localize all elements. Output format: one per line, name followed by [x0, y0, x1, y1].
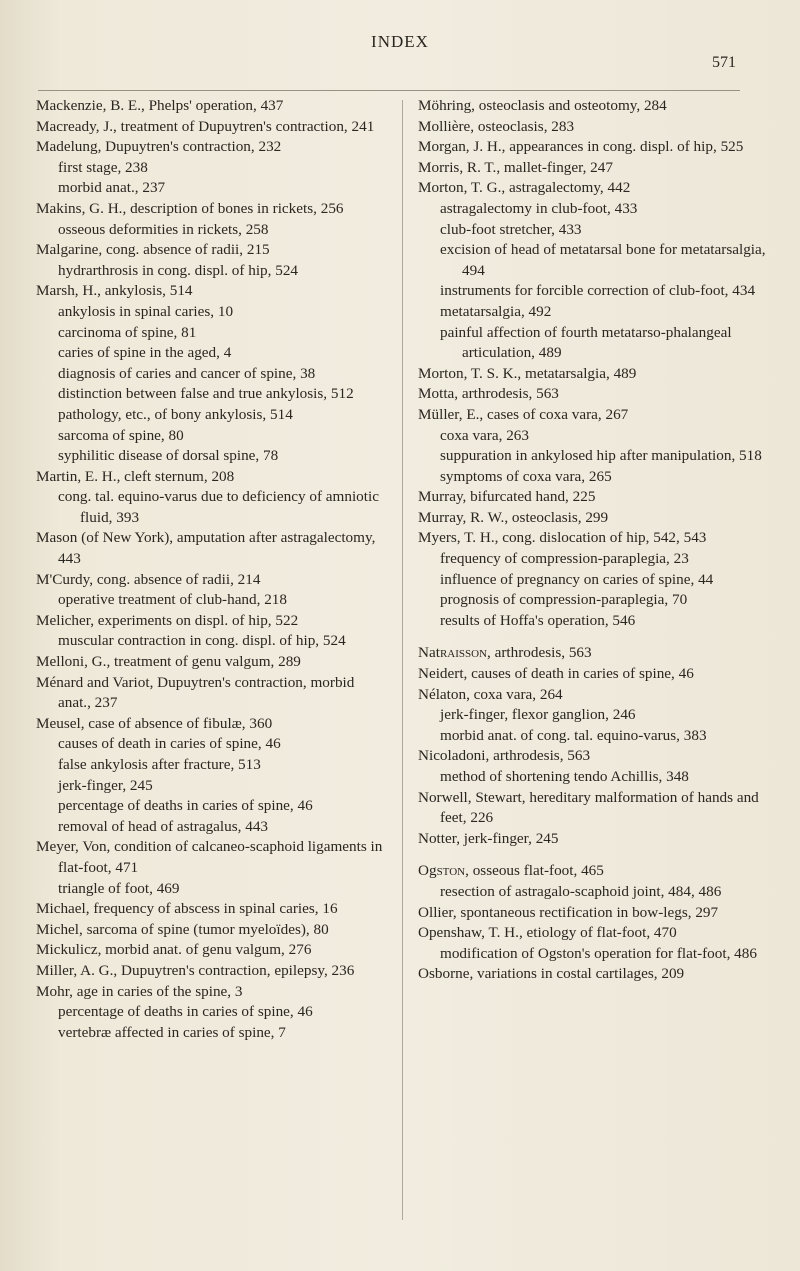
index-subentry — [36, 426, 386, 447]
entry-lead-smallcaps: ston — [436, 862, 466, 880]
entry-text: jerk-finger, 245 — [58, 776, 153, 794]
entry-text: pathology, etc., of bony ankylosis, 514 — [58, 405, 293, 423]
entry-text: Osborne, variations in costal cartilages, 209 — [418, 965, 685, 983]
index-entry — [418, 158, 768, 179]
entry-text: Marsh, H., ankylosis, 514 — [36, 282, 193, 300]
entry-text: Michael, frequency of abscess in spinal caries, 16 — [36, 900, 338, 918]
index-entry — [36, 611, 386, 632]
index-entry — [418, 923, 768, 944]
index-subentry — [418, 570, 768, 591]
index-entry — [36, 899, 386, 920]
index-entry — [418, 903, 768, 924]
index-column-right — [418, 96, 768, 985]
entry-text: method of shortening tendo Achillis, 348 — [440, 768, 689, 785]
index-entry — [418, 643, 768, 664]
entry-text: symptoms of coxa vara, 265 — [440, 467, 612, 485]
entry-text: suppuration in ankylosed hip after manipulation, 518 — [440, 447, 762, 465]
index-subentry — [418, 882, 768, 903]
index-entry — [418, 861, 768, 882]
entry-text: Notter, jerk-finger, 245 — [418, 829, 559, 847]
index-subentry — [418, 767, 768, 788]
entry-text: causes of death in caries of spine, 46 — [58, 735, 281, 753]
entry-text: Meusel, case of absence of fibulæ, 360 — [36, 714, 273, 732]
index-subentry — [36, 384, 386, 405]
index-subentry — [36, 1002, 386, 1023]
entry-text: Melicher, experiments on displ. of hip, 522 — [36, 611, 299, 629]
index-subentry — [418, 240, 768, 281]
entry-text: astragalectomy in club-foot, 433 — [440, 199, 638, 217]
entry-text: percentage of deaths in caries of spine, 46 — [58, 797, 313, 815]
entry-text: Openshaw, T. H., etiology of flat-foot, 470 — [418, 924, 677, 942]
entry-lead: Nat — [418, 644, 440, 662]
index-subentry — [418, 426, 768, 447]
index-entry — [418, 117, 768, 138]
index-entry — [36, 570, 386, 591]
entry-text: cong. tal. equino-varus due to deficiency of amniotic fluid, 393 — [58, 488, 379, 526]
index-entry — [36, 837, 386, 878]
entry-text: Morton, T. G., astragalectomy, 442 — [418, 179, 631, 197]
entry-text: Mason (of New York), amputation after astragalectomy, 443 — [36, 529, 376, 568]
entry-text: Michel, sarcoma of spine (tumor myeloïdes), 80 — [36, 920, 329, 938]
entry-text: sarcoma of spine, 80 — [58, 426, 184, 444]
index-subentry — [36, 323, 386, 344]
entry-text: syphilitic disease of dorsal spine, 78 — [58, 447, 279, 465]
index-entry — [36, 137, 386, 158]
entry-text: Mickulicz, morbid anat. of genu valgum, 276 — [36, 941, 312, 959]
index-entry — [36, 940, 386, 961]
index-subentry — [418, 549, 768, 570]
index-entry — [36, 528, 386, 569]
index-subentry — [36, 1023, 386, 1044]
index-column-left — [36, 96, 386, 1043]
entry-text: Neidert, causes of death in caries of spine, 46 — [418, 665, 694, 683]
entry-text: , osseous flat-foot, 465 — [465, 862, 604, 880]
index-subentry — [418, 323, 768, 364]
entry-text: first stage, 238 — [58, 158, 148, 176]
entry-text: muscular contraction in cong. displ. of hip, 524 — [58, 632, 346, 650]
page-header — [0, 32, 800, 72]
index-subentry — [418, 611, 768, 632]
index-subentry — [418, 590, 768, 611]
entry-text: Mohr, age in caries of the spine, 3 — [36, 982, 243, 1000]
entry-text: ankylosis in spinal caries, 10 — [58, 302, 234, 320]
index-entry — [36, 281, 386, 302]
entry-text: Murray, bifurcated hand, 225 — [418, 488, 596, 506]
index-subentry — [418, 220, 768, 241]
index-subentry — [36, 776, 386, 797]
entry-text: Ménard and Variot, Dupuytren's contraction, morbid anat., 237 — [36, 673, 355, 712]
index-entry — [36, 240, 386, 261]
entry-text: Motta, arthrodesis, 563 — [418, 385, 559, 403]
entry-text: Miller, A. G., Dupuytren's contraction, epilepsy, 236 — [36, 961, 355, 979]
index-subentry — [36, 487, 386, 528]
index-entry — [418, 746, 768, 767]
index-subentry — [36, 302, 386, 323]
entry-text: Möhring, osteoclasis and osteotomy, 284 — [418, 97, 667, 114]
index-entry — [418, 964, 768, 985]
index-subentry — [36, 220, 386, 241]
entry-text: Makins, G. H., description of bones in rickets, 256 — [36, 199, 344, 217]
index-subentry — [418, 446, 768, 467]
entry-text: resection of astragalo-scaphoid joint, 484, 486 — [440, 882, 722, 900]
index-subentry — [36, 178, 386, 199]
entry-text: frequency of compression-paraplegia, 23 — [440, 550, 689, 568]
entry-text: morbid anat., 237 — [58, 179, 166, 197]
index-subentry — [36, 879, 386, 900]
entry-text: operative treatment of club-hand, 218 — [58, 591, 287, 609]
entry-text: triangle of foot, 469 — [58, 879, 180, 897]
index-subentry — [418, 705, 768, 726]
entry-text: Murray, R. W., osteoclasis, 299 — [418, 508, 609, 526]
entry-text: influence of pregnancy on caries of spine, 44 — [440, 570, 714, 588]
index-subentry — [36, 405, 386, 426]
entry-text: , arthrodesis, 563 — [487, 644, 592, 662]
entry-text: Nicoladoni, arthrodesis, 563 — [418, 747, 591, 765]
index-subentry — [36, 734, 386, 755]
entry-text: M'Curdy, cong. absence of radii, 214 — [36, 570, 261, 588]
column-divider — [402, 100, 403, 1220]
index-subentry — [36, 364, 386, 385]
index-subentry — [36, 755, 386, 776]
entry-text: vertebræ affected in caries of spine, 7 — [58, 1023, 286, 1041]
entry-text: Ollier, spontaneous rectification in bow-legs, 297 — [418, 903, 719, 921]
index-subentry — [36, 631, 386, 652]
index-entry — [418, 178, 768, 199]
index-subentry — [418, 467, 768, 488]
index-entry — [418, 96, 768, 117]
index-subentry — [36, 796, 386, 817]
entry-text: painful affection of fourth metatarso-phalangeal articulation, 489 — [440, 323, 732, 362]
entry-text: Nélaton, coxa vara, 264 — [418, 685, 563, 703]
entry-text: morbid anat. of cong. tal. equino-varus, 383 — [440, 726, 707, 744]
index-entry — [36, 673, 386, 714]
index-entry — [36, 467, 386, 488]
entry-text: results of Hoffa's operation, 546 — [440, 611, 636, 629]
index-subentry — [418, 302, 768, 323]
index-subentry — [418, 944, 768, 965]
index-entry — [418, 405, 768, 426]
entry-text: caries of spine in the aged, 4 — [58, 344, 232, 362]
index-entry — [418, 487, 768, 508]
index-entry — [418, 384, 768, 405]
entry-text: diagnosis of caries and cancer of spine, 38 — [58, 364, 316, 382]
entry-text: carcinoma of spine, 81 — [58, 323, 197, 341]
index-entry — [418, 829, 768, 850]
running-title: INDEX — [371, 32, 429, 51]
entry-text: instruments for forcible correction of club-foot, 434 — [440, 282, 756, 300]
index-entry — [36, 920, 386, 941]
index-entry — [418, 685, 768, 706]
index-subentry — [36, 158, 386, 179]
index-subentry — [418, 726, 768, 747]
index-entry — [36, 714, 386, 735]
entry-text: metatarsalgia, 492 — [440, 302, 552, 320]
index-subentry — [36, 817, 386, 838]
entry-lead-smallcaps: raisson — [439, 644, 488, 662]
entry-text: removal of head of astragalus, 443 — [58, 817, 269, 835]
entry-text: club-foot stretcher, 433 — [440, 220, 582, 238]
entry-text: modification of Ogston's operation for flat-foot, 486 — [440, 944, 757, 962]
entry-text: false ankylosis after fracture, 513 — [58, 756, 261, 773]
page-number: 571 — [712, 54, 736, 71]
index-entry — [36, 199, 386, 220]
entry-text: percentage of deaths in caries of spine, 46 — [58, 1003, 313, 1021]
index-entry — [418, 664, 768, 685]
entry-text: Müller, E., cases of coxa vara, 267 — [418, 405, 629, 423]
entry-text: Martin, E. H., cleft sternum, 208 — [36, 467, 235, 485]
index-subentry — [418, 199, 768, 220]
index-subentry — [36, 446, 386, 467]
index-subentry — [36, 261, 386, 282]
entry-text: jerk-finger, flexor ganglion, 246 — [440, 706, 636, 724]
index-entry — [418, 788, 768, 829]
entry-text: Malgarine, cong. absence of radii, 215 — [36, 241, 270, 259]
entry-text: Myers, T. H., cong. dislocation of hip, 542, 543 — [418, 529, 707, 547]
entry-text: osseous deformities in rickets, 258 — [58, 220, 269, 238]
entry-text: Mollière, osteoclasis, 283 — [418, 117, 575, 135]
entry-text: Morris, R. T., mallet-finger, 247 — [418, 158, 613, 176]
entry-text: distinction between false and true ankylosis, 512 — [58, 385, 354, 403]
entry-text: hydrarthrosis in cong. displ. of hip, 524 — [58, 261, 299, 279]
entry-lead: Og — [418, 862, 437, 880]
index-entry — [418, 364, 768, 385]
index-entry — [36, 96, 386, 117]
index-subentry — [36, 343, 386, 364]
entry-text: excision of head of metatarsal bone for metatarsalgia, 494 — [440, 241, 766, 279]
index-entry — [36, 982, 386, 1003]
entry-text: Mackenzie, B. E., Phelps' operation, 437 — [36, 97, 284, 114]
entry-text: Macready, J., treatment of Dupuytren's contraction, 241 — [36, 117, 375, 135]
entry-text: Madelung, Dupuytren's contraction, 232 — [36, 138, 282, 156]
header-rule — [38, 90, 740, 91]
entry-text: coxa vara, 263 — [440, 426, 529, 444]
index-subentry — [36, 590, 386, 611]
index-subentry — [418, 281, 768, 302]
index-entry — [418, 508, 768, 529]
entry-text: Melloni, G., treatment of genu valgum, 289 — [36, 653, 301, 671]
entry-text: Meyer, Von, condition of calcaneo-scaphoid ligaments in flat-foot, 471 — [36, 838, 383, 876]
entry-text: prognosis of compression-paraplegia, 70 — [440, 591, 688, 609]
index-entry — [36, 117, 386, 138]
entry-text: Morton, T. S. K., metatarsalgia, 489 — [418, 364, 637, 382]
index-entry — [418, 528, 768, 549]
index-entry — [418, 137, 768, 158]
index-entry — [36, 652, 386, 673]
entry-text: Norwell, Stewart, hereditary malformation of hands and feet, 226 — [418, 788, 759, 827]
index-entry — [36, 961, 386, 982]
entry-text: Morgan, J. H., appearances in cong. displ. of hip, 525 — [418, 138, 744, 156]
